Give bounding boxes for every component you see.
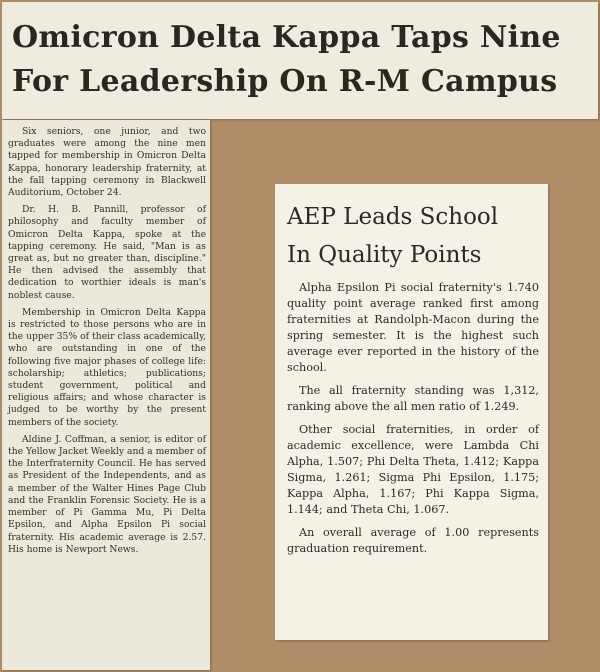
odk-article-body xyxy=(8,126,206,561)
aep-article-body xyxy=(287,280,539,564)
odk-paragraph-2: Dr. H. B. Pannill, professor of philosophy and faculty member of Omicron Delta Kappa, spoke at the tapping ceremony. He said, "Man is as great as, but no greater than, discipline." He then advised the assembly that dedication to worthier ideals is man's noblest cause. xyxy=(8,204,206,301)
odk-paragraph-3: Membership in Omicron Delta Kappa is restricted to those persons who are in the upper 35% of their class academically, who are outstanding in one of the following five major phases of college life: scholarship; athletics; publications; student government, political and religious affairs; and whose character is judged to be worthy by the present members of the society. xyxy=(8,306,206,428)
aep-paragraph-3: Other social fraternities, in order of academic excellence, were Lambda Chi Alpha, 1.507; Phi Delta Theta, 1.412; Kappa Sigma, 1.261; Sigma Phi Epsilon, 1.175; Kappa Alpha, 1.167; Phi Kappa Sigma, 1.144; and Theta Chi, 1.067. xyxy=(287,423,539,516)
main-headline-line-2: For Leadership On R-M Campus xyxy=(12,64,558,99)
headline-clipping xyxy=(2,2,598,119)
odk-paragraph-4: Aldine J. Coffman, a senior, is editor of the Yellow Jacket Weekly and a member of the Interfraternity Council. He has served as President of the Independents, and as a member of the Walter Hines Page Club and the Franklin Forensic Society. He is a member of Pi Gamma Mu, Pi Delta Epsilon, and Alpha Epsilon Pi social fraternity. His academic average is 2.57. His home is Newport News. xyxy=(8,433,206,555)
aep-paragraph-4: An overall average of 1.00 represents graduation requirement. xyxy=(287,526,539,555)
aep-headline xyxy=(287,198,537,274)
main-headline-line-1: Omicron Delta Kappa Taps Nine xyxy=(12,20,561,55)
aep-headline-line-1: AEP Leads School xyxy=(287,204,499,230)
odk-paragraph-1: Six seniors, one junior, and two graduates were among the nine men tapped for membership in Omicron Delta Kappa, honorary leadership fraternity, at the fall tapping ceremony in Blackwell Auditorium, October 24. xyxy=(8,126,206,199)
main-headline xyxy=(12,16,561,104)
odk-article-clipping xyxy=(2,120,210,670)
aep-paragraph-2: The all fraternity standing was 1,312, ranking above the all men ratio of 1.249. xyxy=(287,384,539,413)
aep-paragraph-1: Alpha Epsilon Pi social fraternity's 1.740 quality point average ranked first among fraternities at Randolph-Macon during the spring semester. It is the highest such average ever reported in the history of the school. xyxy=(287,281,539,374)
aep-article-clipping xyxy=(275,184,548,640)
aep-headline-line-2: In Quality Points xyxy=(287,242,482,268)
